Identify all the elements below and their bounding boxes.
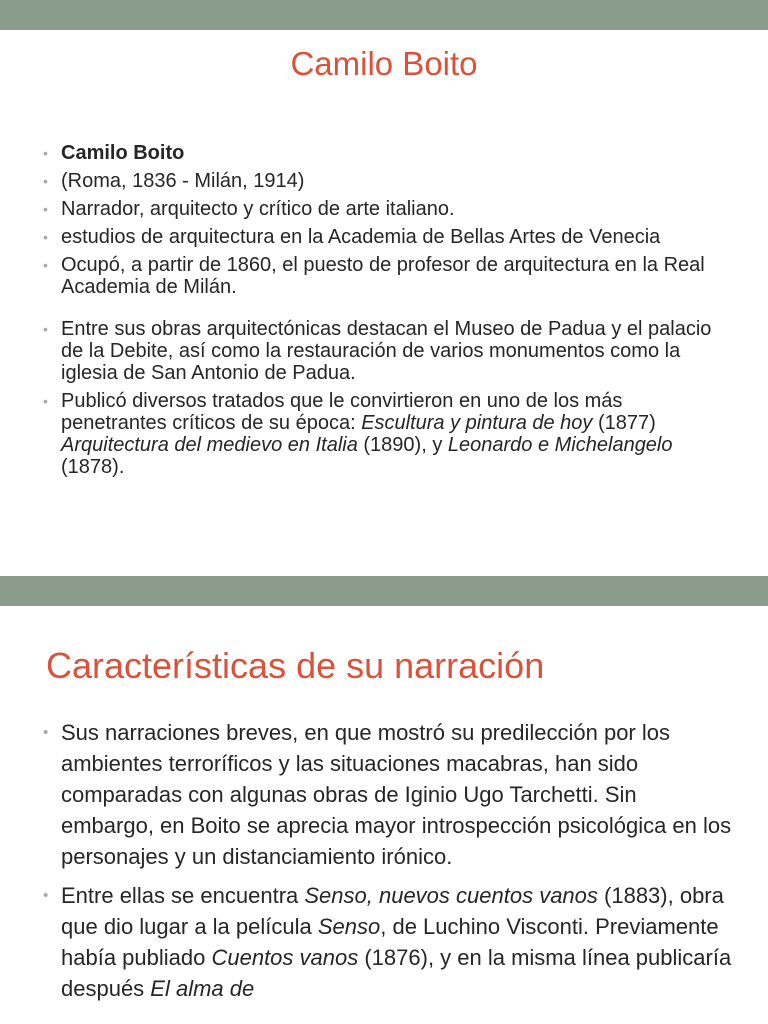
- italic-title-text: El alma de: [150, 976, 255, 1001]
- bullet-text: Ocupó, a partir de 1860, el puesto de profesor de arquitectura en la Real Academia de Milán.: [61, 254, 705, 298]
- separator-band: [0, 576, 768, 606]
- bullet-dot-icon: •: [43, 321, 48, 337]
- bullet-text: estudios de arquitectura en la Academia de Bellas Artes de Venecia: [61, 226, 661, 248]
- bullet-dot-icon: •: [43, 173, 48, 189]
- bullet-text: (1890), y: [357, 434, 448, 456]
- bullet-item: [43, 170, 733, 192]
- italic-title-text: Arquitectura del medievo en Italia: [61, 434, 358, 456]
- bullet-dot-icon: •: [43, 724, 49, 741]
- bullet-text: (1883), obra que dio lugar a la película: [61, 883, 724, 939]
- bullet-dot-icon: •: [43, 145, 48, 161]
- slide-1-bullet-list: [43, 142, 733, 484]
- bullet-item: [43, 390, 733, 478]
- bullet-text: Entre ellas se encuentra: [61, 883, 305, 908]
- bullet-text: , de Luchino Visconti. Previamente había publiado: [61, 914, 719, 970]
- slide-2-title: Características de su narración: [46, 645, 545, 686]
- bullet-item: [43, 717, 733, 872]
- slide-2-bullet-list: [43, 717, 733, 1012]
- bullet-dot-icon: •: [43, 393, 48, 409]
- bullet-text: Publicó diversos tratados que le convirtieron en uno de los más penetrantes críticos de su época:: [61, 390, 623, 434]
- bullet-text: (1878).: [61, 456, 125, 478]
- top-band: [0, 0, 768, 30]
- bold-text: Camilo Boito: [61, 142, 185, 164]
- bullet-text: (1876), y en la misma línea publicaría después: [61, 945, 732, 1001]
- bullet-text: Narrador, arquitecto y crítico de arte italiano.: [61, 198, 455, 220]
- bullet-item: [43, 254, 733, 298]
- bullet-text: Sus narraciones breves, en que mostró su predilección por los ambientes terroríficos y las situaciones macabras, han sido comparadas con algunas obras de Iginio Ugo Tarchetti. Sin embargo, en Boito se aprecia mayor introspección psicológica en los personajes y un distanciamiento irónico.: [61, 720, 732, 869]
- italic-title-text: Senso: [317, 914, 381, 939]
- bullet-dot-icon: •: [43, 257, 48, 273]
- bullet-item: [43, 142, 733, 164]
- bullet-item: [43, 880, 733, 1004]
- bullet-dot-icon: •: [43, 201, 48, 217]
- italic-title-text: Senso, nuevos cuentos vanos: [304, 883, 598, 908]
- bullet-text: (Roma, 1836 - Milán, 1914): [61, 170, 305, 192]
- bullet-text: Entre sus obras arquitectónicas destacan el Museo de Padua y el palacio de la Debite, así como la restauración de varios monumentos como la iglesia de San Antonio de Padua.: [61, 318, 712, 384]
- slide-1-title: Camilo Boito: [290, 45, 478, 82]
- italic-title-text: Leonardo e Michelangelo: [447, 434, 673, 456]
- bullet-dot-icon: •: [43, 229, 48, 245]
- bullet-text: (1877): [592, 412, 656, 434]
- bullet-item: [43, 198, 733, 220]
- italic-title-text: Cuentos vanos: [211, 945, 359, 970]
- bullet-dot-icon: •: [43, 887, 49, 904]
- bullet-item: [43, 226, 733, 248]
- bullet-item: [43, 318, 733, 384]
- italic-title-text: Escultura y pintura de hoy: [361, 412, 593, 434]
